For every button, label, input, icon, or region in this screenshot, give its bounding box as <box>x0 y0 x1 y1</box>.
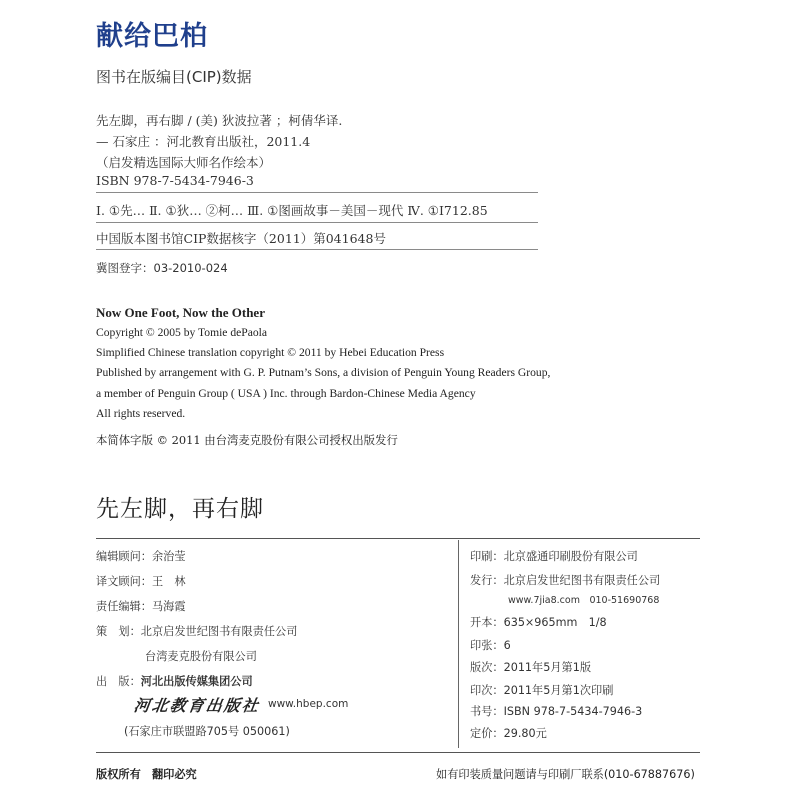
divider <box>96 752 700 753</box>
colophon-row: 定价：29.80元 <box>470 727 547 740</box>
copyright-line: Copyright © 2005 by Tomie dePaola <box>96 326 268 339</box>
colophon-row: 台湾麦克股份有限公司 <box>145 650 257 663</box>
colophon-row: 印张：6 <box>470 639 511 652</box>
colophon-row: 开本：635×965mm 1/8 <box>470 616 607 629</box>
english-title: Now One Foot, Now the Other <box>96 305 265 320</box>
distributor-contact: www.7jia8.com 010-51690768 <box>508 595 660 606</box>
print-quality-notice: 如有印装质量问题请与印刷厂联系(010-67887676) <box>436 768 695 781</box>
divider <box>96 192 538 193</box>
copyright-line: Published by arrangement with G. P. Putnam’s Sons, a division of Penguin Young Readers Group, <box>96 366 551 379</box>
cip-number: 中国版本图书馆CIP数据核字（2011）第041648号 <box>96 231 386 246</box>
divider <box>96 538 700 539</box>
cip-title: 图书在版编目(CIP)数据 <box>96 68 252 86</box>
publisher-address: (石家庄市联盟路705号 050061) <box>124 725 290 738</box>
book-title: 先左脚，再右脚 <box>96 496 264 522</box>
colophon-row: 印次：2011年5月第1次印刷 <box>470 684 614 697</box>
colophon-row: 版次：2011年5月第1版 <box>470 661 592 674</box>
cip-line: — 石家庄 ：河北教育出版社，2011.4 <box>96 134 311 149</box>
publisher-logo: 河北教育出版社 <box>132 696 262 715</box>
divider <box>96 222 538 223</box>
cip-isbn: ISBN 978-7-5434-7946-3 <box>96 173 254 188</box>
colophon-row: 译文顾问：王 林 <box>96 575 186 588</box>
cip-register: 冀图登字：03-2010-024 <box>96 261 228 275</box>
colophon-row: 出 版：河北出版传媒集团公司 <box>96 675 253 688</box>
copyright-line: Simplified Chinese translation copyright © 2011 by Hebei Education Press <box>96 346 445 359</box>
column-divider <box>458 540 459 748</box>
copyright-line: a member of Penguin Group ( USA ) Inc. through Bardon-Chinese Media Agency <box>96 387 476 400</box>
license-line: 本简体字版 © 2011 由台湾麦克股份有限公司授权出版发行 <box>96 433 398 447</box>
colophon-row: 编辑顾问：余治莹 <box>96 550 186 563</box>
divider <box>96 249 538 250</box>
dedication-heading: 献给巴柏 <box>96 21 208 52</box>
copyright-line: All rights reserved. <box>96 407 186 420</box>
cip-line: （启发精选国际大师名作绘本） <box>96 155 272 170</box>
rights-notice: 版权所有 翻印必究 <box>96 768 197 781</box>
publisher-website: www.hbep.com <box>268 698 349 710</box>
colophon-row: 责任编辑：马海霞 <box>96 600 186 613</box>
colophon-row: 书号：ISBN 978-7-5434-7946-3 <box>470 705 643 718</box>
colophon-row: 策 划：北京启发世纪图书有限责任公司 <box>96 625 298 638</box>
cip-line: 先左脚，再右脚 / (美) 狄波拉著 ；柯倩华译. <box>96 113 343 128</box>
colophon-row: 印刷：北京盛通印刷股份有限公司 <box>470 550 638 563</box>
colophon-row: 发行：北京启发世纪图书有限责任公司 <box>470 574 661 587</box>
cip-classification: Ⅰ. ①先… Ⅱ. ①狄… ②柯… Ⅲ. ①图画故事－美国－现代 Ⅳ. ①I712.85 <box>96 203 488 218</box>
